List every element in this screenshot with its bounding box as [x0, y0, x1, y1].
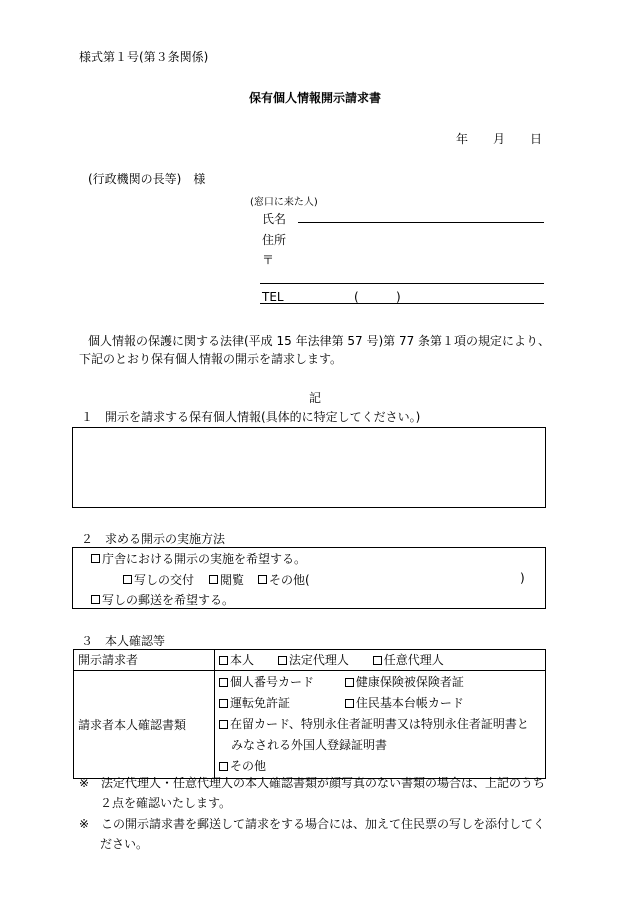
identity-table — [73, 649, 546, 779]
option-other-doc[interactable]: その他 — [219, 756, 541, 777]
id-docs-options — [215, 671, 546, 779]
option-other[interactable]: その他( — [258, 571, 310, 588]
ki-label: 記 — [308, 391, 321, 405]
requester-label: 開示請求者 — [74, 650, 215, 671]
option-drivers-license[interactable]: 運転免許証 — [219, 693, 341, 714]
residence-card-continued: みなされる外国人登録証明書 — [231, 738, 388, 752]
requester-options — [215, 650, 546, 671]
requested-info-box[interactable] — [72, 427, 546, 508]
addressee: (行政機関の長等) 様 — [88, 172, 206, 186]
intro-line-1: 個人情報の保護に関する法律(平成 15 年法律第 57 号)第 77 条第１項の規定により、 — [88, 334, 551, 348]
checkbox-icon[interactable] — [278, 656, 287, 665]
page-title: 保有個人情報開示請求書 — [248, 91, 381, 105]
section3-heading: ３ 本人確認等 — [81, 634, 166, 648]
applicant-header: (窓口に来た人) — [250, 197, 318, 208]
checkbox-icon[interactable] — [123, 575, 132, 584]
option-legal-agent[interactable]: 法定代理人 — [278, 650, 349, 670]
option-voluntary-agent[interactable]: 任意代理人 — [373, 650, 444, 670]
checkbox-icon[interactable] — [219, 720, 228, 729]
address-field[interactable] — [260, 283, 544, 284]
checkbox-icon[interactable] — [219, 699, 228, 708]
form-number: 様式第１号(第３条関係) — [79, 50, 209, 64]
checkbox-icon[interactable] — [91, 595, 100, 604]
section1-heading: １ 開示を請求する保有個人情報(具体的に特定してください。) — [81, 410, 421, 424]
section2-heading: ２ 求める開示の実施方法 — [81, 532, 226, 546]
checkbox-icon[interactable] — [209, 575, 218, 584]
option-view[interactable]: 閲覧 — [209, 571, 244, 588]
checkbox-icon[interactable] — [373, 656, 382, 665]
name-label: 氏名 — [262, 212, 287, 226]
option-resident-registry-card[interactable]: 住民基本台帳カード — [345, 696, 464, 710]
tel-paren-close: ) — [396, 290, 401, 304]
checkbox-icon[interactable] — [345, 678, 354, 687]
note-2-line-1: ※ この開示請求書を郵送して請求をする場合には、加えて住民票の写しを添付してく — [79, 817, 546, 831]
note-1-line-1: ※ 法定代理人・任意代理人の本人確認書類が顔写真のない書類の場合は、上記のうち — [79, 776, 546, 790]
postal-label: 〒 — [262, 253, 275, 267]
option-mail[interactable]: 写しの郵送を希望する。 — [91, 591, 234, 608]
date-month-label: 月 — [493, 132, 506, 146]
tel-label: TEL — [262, 290, 284, 304]
intro-line-2: 下記のとおり保有個人情報の開示を請求します。 — [79, 352, 343, 366]
checkbox-icon[interactable] — [219, 678, 228, 687]
name-field[interactable] — [298, 222, 544, 223]
checkbox-icon[interactable] — [219, 656, 228, 665]
date-year-label: 年 — [456, 132, 469, 146]
option-health-insurance[interactable]: 健康保険被保険者証 — [345, 675, 464, 689]
option-self[interactable]: 本人 — [219, 650, 254, 670]
note-1-line-2: ２点を確認いたします。 — [100, 796, 232, 810]
option-office[interactable]: 庁舎における開示の実施を希望する。 — [91, 550, 306, 567]
address-label: 住所 — [262, 233, 287, 247]
tel-field[interactable] — [260, 303, 544, 304]
tel-paren-open: ( — [354, 290, 359, 304]
checkbox-icon[interactable] — [219, 762, 228, 771]
option-other-close: ) — [520, 571, 525, 585]
checkbox-icon[interactable] — [258, 575, 267, 584]
option-residence-card[interactable]: 在留カード、特別永住者証明書又は特別永住者証明書と — [219, 714, 541, 735]
id-docs-label: 請求者本人確認書類 — [74, 671, 215, 779]
option-copy[interactable]: 写しの交付 — [123, 571, 194, 588]
checkbox-icon[interactable] — [91, 554, 100, 563]
date-day-label: 日 — [530, 132, 543, 146]
option-mynumber-card[interactable]: 個人番号カード — [219, 672, 341, 693]
note-2-line-2: ださい。 — [100, 837, 149, 851]
checkbox-icon[interactable] — [345, 699, 354, 708]
